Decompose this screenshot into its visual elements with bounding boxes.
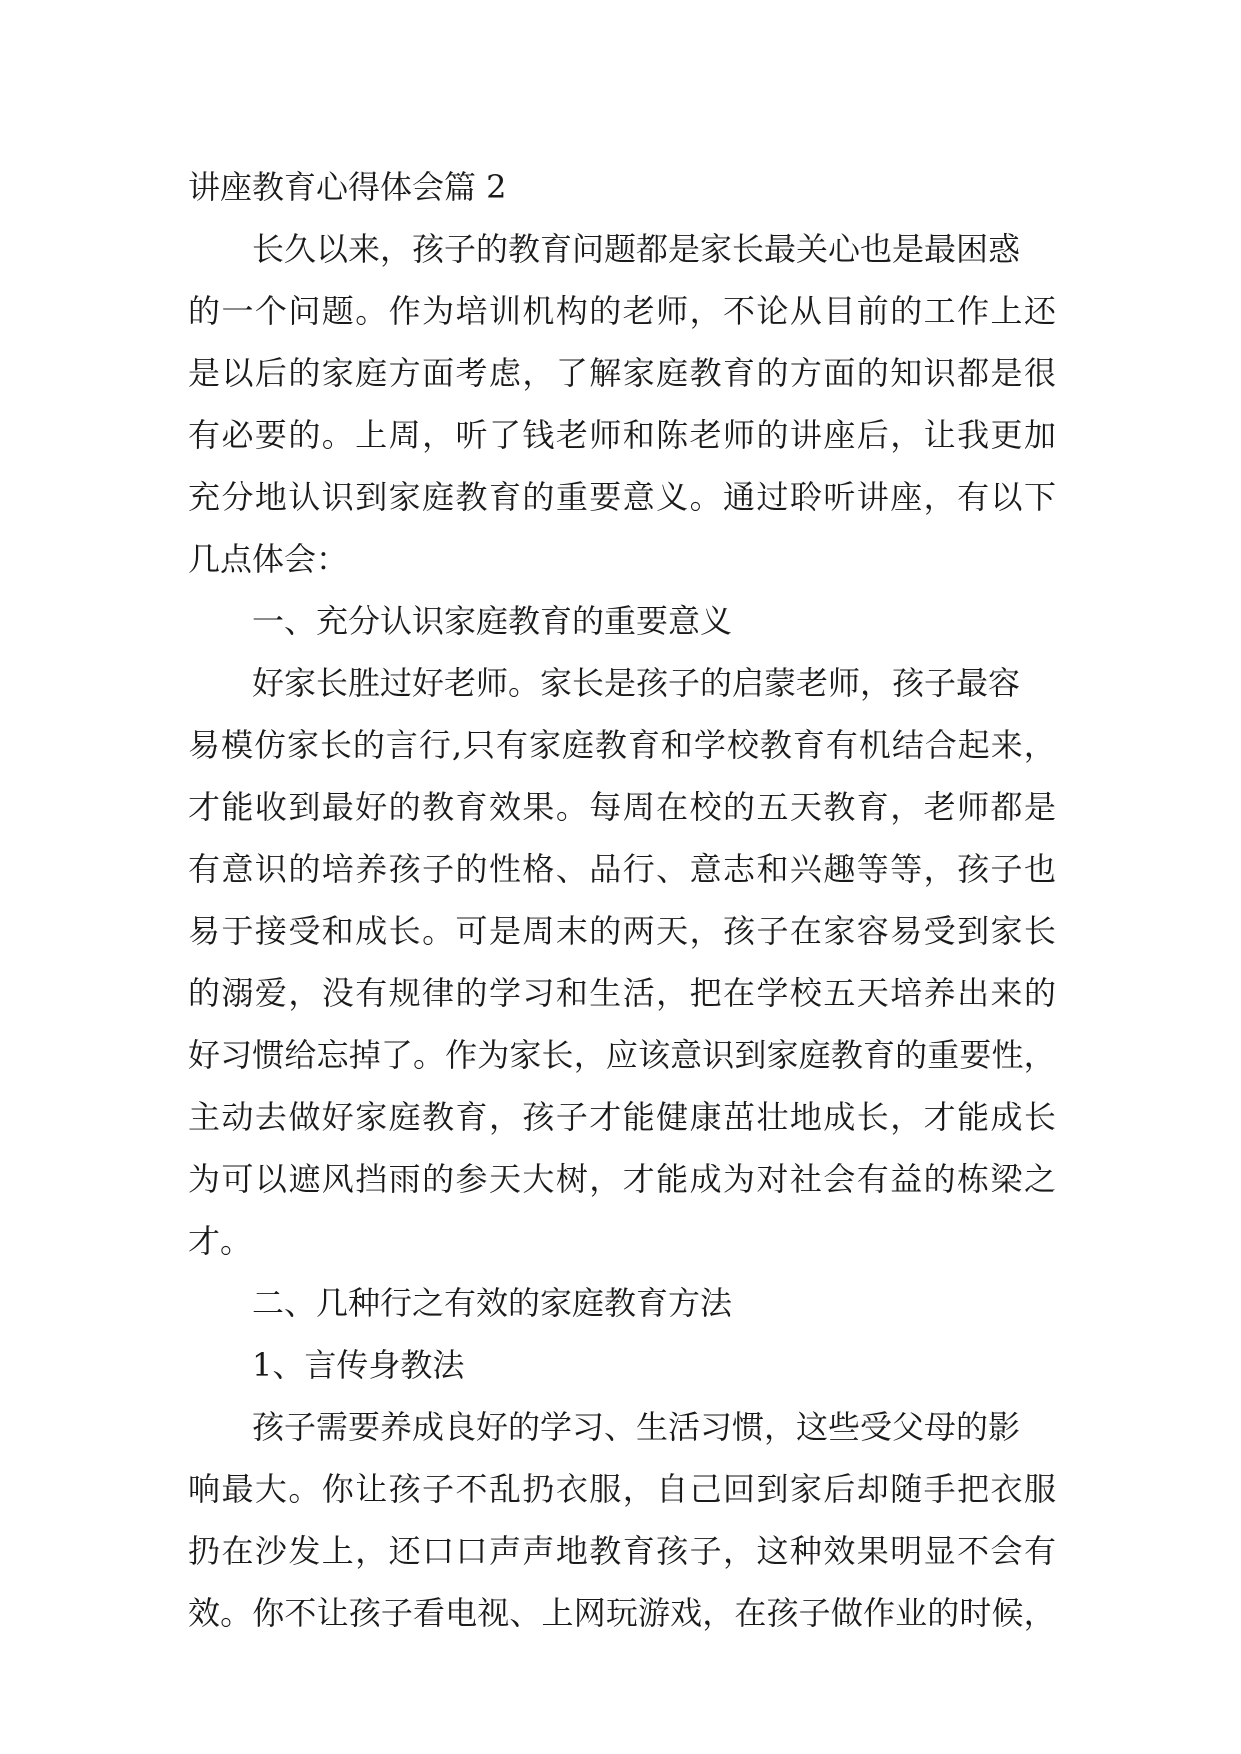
paragraph-line: 才。	[188, 1222, 253, 1260]
paragraph-line: 的 溺 爱 ， 没 有 规 律 的 学 习 和 生 活 ， 把 在 学 校 五 天 培 养 出 来 的	[188, 974, 1056, 1012]
paragraph-line: 孩子需要养成良好的学习、生活习惯，这些受父母的影	[252, 1408, 1021, 1446]
paragraph-line: 有 必 要 的 。 上 周 ， 听 了 钱 老 师 和 陈 老 师 的 讲 座 后 ， 让 我 更 加	[188, 416, 1056, 454]
paragraph-line: 为 可 以 遮 风 挡 雨 的 参 天 大 树 ， 才 能 成 为 对 社 会 有 益 的 栋 梁 之	[188, 1160, 1056, 1198]
paragraph-line: 易 模 仿 家 长 的 言 行 , 只 有 家 庭 教 育 和 学 校 教 育 有 机 结 合 起 来 ，	[188, 726, 1056, 764]
paragraph-line: 易 于 接 受 和 成 长 。 可 是 周 末 的 两 天 ， 孩 子 在 家 容 易 受 到 家 长	[188, 912, 1056, 950]
paragraph-line: 的 一 个 问 题 。 作 为 培 训 机 构 的 老 师 ， 不 论 从 目 前 的 工 作 上 还	[188, 292, 1056, 330]
document-page	[188, 156, 1056, 1644]
paragraph-line: 充 分 地 认 识 到 家 庭 教 育 的 重 要 意 义 。 通 过 聆 听 讲 座 ， 有 以 下	[188, 478, 1056, 516]
paragraph-line: 才 能 收 到 最 好 的 教 育 效 果 。 每 周 在 校 的 五 天 教 育 ， 老 师 都 是	[188, 788, 1056, 826]
paragraph-line: 是 以 后 的 家 庭 方 面 考 虑 ， 了 解 家 庭 教 育 的 方 面 的 知 识 都 是 很	[188, 354, 1056, 392]
paragraph-line: 几点体会：	[188, 540, 349, 578]
paragraph-line: 长久以来，孩子的教育问题都是家长最关心也是最困惑	[252, 230, 1021, 268]
paragraph-line: 效 。 你 不 让 孩 子 看 电 视 、 上 网 玩 游 戏 ， 在 孩 子 做 作 业 的 时 候 ，	[188, 1594, 1056, 1632]
paragraph-line: 扔 在 沙 发 上 ， 还 口 口 声 声 地 教 育 孩 子 ， 这 种 效 果 明 显 不 会 有	[188, 1532, 1056, 1570]
section-heading: 一、充分认识家庭教育的重要意义	[252, 602, 733, 640]
section-heading: 二、几种行之有效的家庭教育方法	[252, 1284, 733, 1322]
document-title: 讲座教育心得体会篇 2	[188, 168, 507, 206]
paragraph-line: 有 意 识 的 培 养 孩 子 的 性 格 、 品 行 、 意 志 和 兴 趣 等 等 ， 孩 子 也	[188, 850, 1056, 888]
subsection-heading: 1、言传身教法	[252, 1346, 465, 1384]
paragraph-line: 响 最 大 。 你 让 孩 子 不 乱 扔 衣 服 ， 自 己 回 到 家 后 却 随 手 把 衣 服	[188, 1470, 1056, 1508]
paragraph-line: 好家长胜过好老师。家长是孩子的启蒙老师，孩子最容	[252, 664, 1021, 702]
paragraph-line: 好 习 惯 给 忘 掉 了 。 作 为 家 长 ， 应 该 意 识 到 家 庭 教 育 的 重 要 性 ，	[188, 1036, 1056, 1074]
paragraph-line: 主 动 去 做 好 家 庭 教 育 ， 孩 子 才 能 健 康 茁 壮 地 成 长 ， 才 能 成 长	[188, 1098, 1056, 1136]
